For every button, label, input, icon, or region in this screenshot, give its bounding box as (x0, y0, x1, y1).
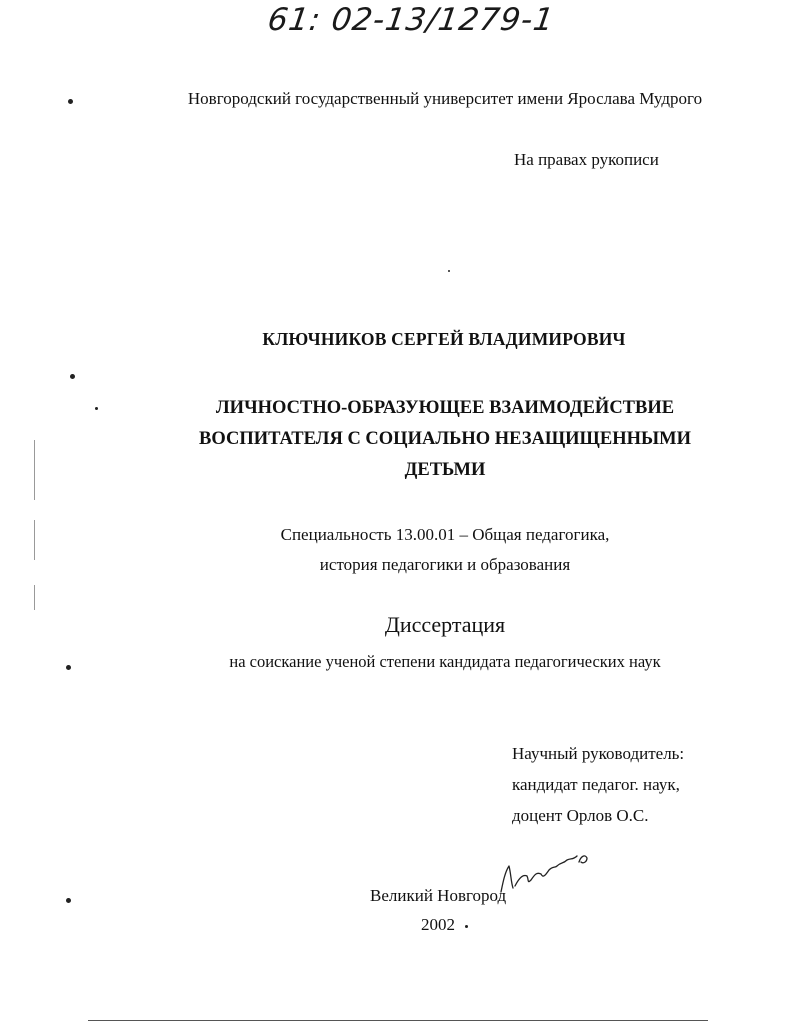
specialty (150, 520, 740, 580)
scan-dot (66, 665, 71, 670)
scan-dot (448, 270, 450, 272)
archive-code: 61: 02-13/1279-1 (265, 2, 557, 38)
degree-statement: на соискание ученой степени кандидата педагогических наук (229, 652, 661, 671)
city: Великий Новгород (370, 886, 507, 905)
supervisor-line: кандидат педагог. наук, (512, 775, 680, 794)
supervisor-line: доцент Орлов О.С. (512, 806, 649, 825)
supervisor-block (512, 738, 684, 831)
scan-edge-line (34, 440, 35, 500)
supervisor-line: Научный руководитель: (512, 744, 685, 763)
title-line: ВОСПИТАТЕЛЯ С СОЦИАЛЬНО НЕЗАЩИЩЕННЫМИ (199, 429, 691, 449)
scan-dot (465, 925, 468, 928)
manuscript-rights: На правах рукописи (514, 150, 659, 169)
university-name: Новгородский государственный университет имени Ярослава Мудрого (187, 89, 703, 108)
title-line: ЛИЧНОСТНО-ОБРАЗУЮЩЕЕ ВЗАИМОДЕЙСТВИЕ (215, 398, 675, 418)
author-name: КЛЮЧНИКОВ СЕРГЕЙ ВЛАДИМИРОВИЧ (262, 329, 626, 349)
scan-dot (70, 374, 75, 379)
handwritten-signature (497, 852, 593, 894)
document-type: Диссертация (384, 612, 506, 637)
year: 2002 (421, 915, 455, 934)
scan-dot (66, 898, 71, 903)
scan-bottom-line (88, 1020, 708, 1021)
specialty-line: история педагогики и образования (319, 555, 571, 574)
scan-edge-line (34, 585, 35, 610)
dissertation-title (150, 393, 740, 486)
scan-dot (95, 407, 98, 410)
scan-dot (68, 99, 73, 104)
specialty-line: Специальность 13.00.01 – Общая педагогика, (280, 525, 610, 544)
title-line: ДЕТЬМИ (404, 460, 486, 480)
scan-edge-line (34, 520, 35, 560)
